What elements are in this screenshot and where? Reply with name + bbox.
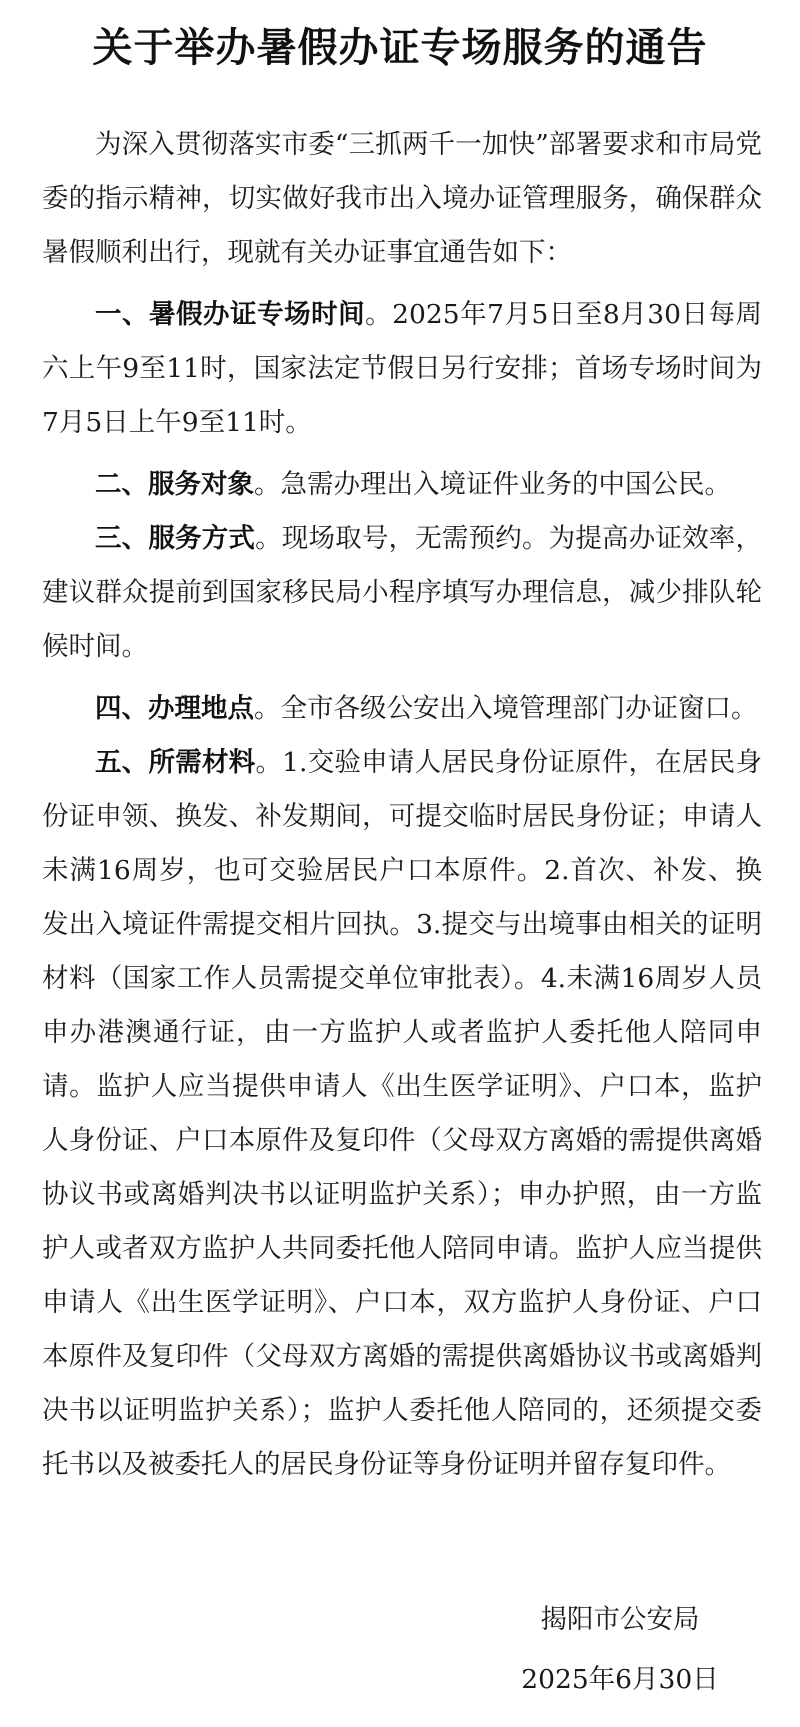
issuer-name: 揭阳市公安局 (540, 1604, 700, 1635)
section-materials (42, 736, 762, 1492)
section-text: 。2025年7月5日至8月30日每周六上午9至11时，国家法定节假日另行安排；首场专场时间为7月5日上午9至11时。 (42, 299, 762, 438)
intro-paragraph: 为深入贯彻落实市委“三抓两千一加快”部署要求和市局党委的指示精神，切实做好我市出入境办证管理服务，确保群众暑假顺利出行，现就有关办证事宜通告如下： (42, 129, 762, 268)
section-heading: 四、办理地点 (95, 693, 254, 724)
section-text: 。现场取号，无需预约。为提高办证效率，建议群众提前到国家移民局小程序填写办理信息，减少排队轮候时间。 (42, 523, 762, 662)
section-text: 。全市各级公安出入境管理部门办证窗口。 (254, 693, 758, 724)
section-text: 。1.交验申请人居民身份证原件，在居民身份证申领、换发、补发期间，可提交临时居民身份证；申请人未满16周岁，也可交验居民户口本原件。2.首次、补发、换发出入境证件需提交相片回执。3.提交与出境事由相关的证明材料（国家工作人员需提交单位审批表）。4.未满16周岁人员申办港澳通行证，由一方监护人或者监护人委托他人陪同申请。监护人应当提供申请人《出生医学证明》、户口本，监护人身份证、户口本原件及复印件（父母双方离婚的需提供离婚协议书或离婚判决书以证明监护关系）；申办护照，由一方监护人或者双方监护人共同委托他人陪同申请。监护人应当提供申请人《出生医学证明》、户口本，双方监护人身份证、户口本原件及复印件（父母双方离婚的需提供离婚协议书或离婚判决书以证明监护关系）；监护人委托他人陪同的，还须提交委托书以及被委托人的居民身份证等身份证明并留存复印件。 (42, 747, 762, 1480)
section-heading: 五、所需材料 (95, 747, 256, 778)
section-heading: 一、暑假办证专场时间 (95, 299, 366, 330)
section-text: 。急需办理出入境证件业务的中国公民。 (254, 469, 731, 500)
section-heading: 三、服务方式 (95, 523, 256, 554)
section-location (42, 682, 762, 736)
section-heading: 二、服务对象 (95, 469, 254, 500)
notice-title: 关于举办暑假办证专场服务的通告 (92, 24, 708, 71)
signature-block (500, 1590, 740, 1710)
issue-date: 2025年6月30日 (521, 1664, 719, 1695)
section-time (42, 288, 762, 450)
notice-body (42, 118, 762, 1500)
section-audience (42, 458, 762, 512)
section-method (42, 512, 762, 674)
